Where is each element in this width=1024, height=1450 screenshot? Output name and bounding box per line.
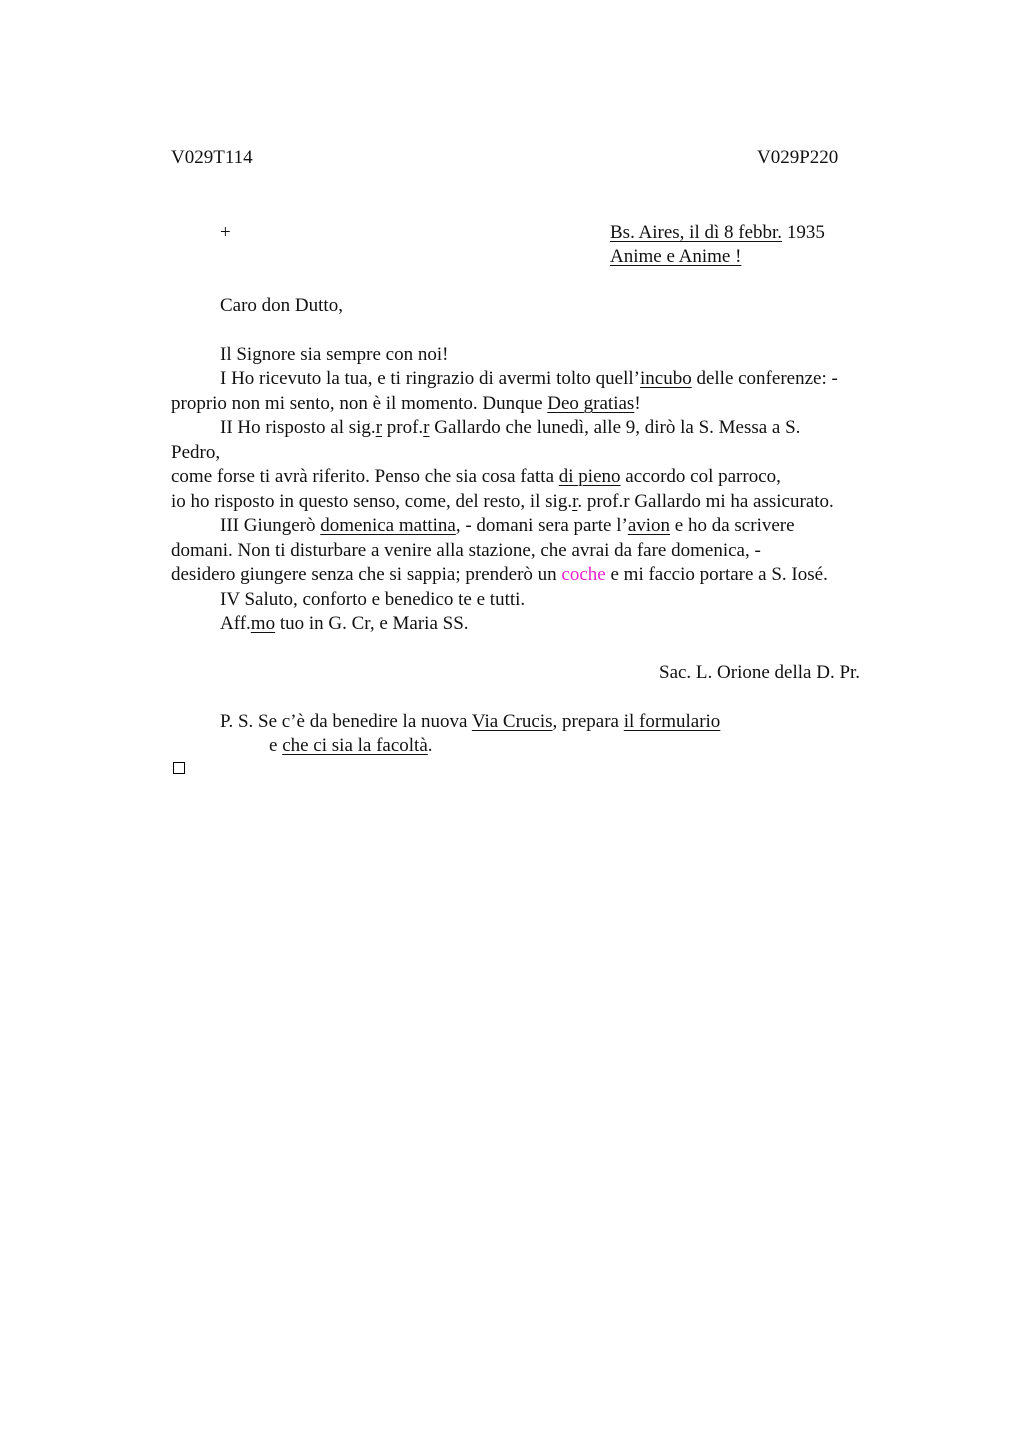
dateline [610,221,825,245]
motto [610,245,741,269]
motto-text: Anime e Anime ! [610,246,742,267]
postscript-line-1: P. S. Se c’è da benedire la nuova Via Crucis, prepara il formulario [220,711,721,732]
closing-line: Aff.mo tuo in G. Cr, e Maria SS. [220,613,469,634]
underlined-phrase: che ci sia la facoltà [282,735,428,756]
paragraph-4: IV Saluto, conforto e benedico te e tutti. [220,589,526,610]
salutation: Caro don Dutto, [220,295,343,316]
paragraph-2-line-1: II Ho risposto al sig.r prof.r Gallardo che lunedì, alle 9, dirò la S. Messa a S. [220,417,801,438]
underlined-phrase: Via Crucis [471,711,553,732]
underlined-phrase: Deo gratias [547,393,635,414]
paragraph-2-line-3: come forse ti avrà riferito. Penso che sia cosa fatta di pieno accordo col parroco, [171,466,781,487]
cross-mark: + [220,222,231,243]
underlined-word: incubo [639,368,692,389]
paragraph-2-line-2: Pedro, [171,442,221,463]
paragraph-2-line-4: io ho risposto in questo senso, come, del resto, il sig.r. prof.r Gallardo mi ha assicurato. [171,491,834,512]
underlined-phrase: il formulario [623,711,721,732]
place-date: Bs. Aires, il dì 8 febbr. [610,222,783,243]
postscript-line-2: e che ci sia la facoltà. [269,735,433,756]
end-marker-box [173,762,185,774]
underlined-word: avion [627,515,671,536]
paragraph-1-line-2: proprio non mi sento, non è il momento. Dunque Deo gratias! [171,393,641,414]
greeting-line: Il Signore sia sempre con noi! [220,344,449,365]
signature: Sac. L. Orione della D. Pr. [659,662,861,683]
underlined-phrase: di pieno [558,466,621,487]
underlined-phrase: domenica mattina [320,515,456,536]
paragraph-3-line-1: III Giungerò domenica mattina, - domani sera parte l’avion e ho da scrivere [220,515,795,536]
document-code-left: V029T114 [171,147,253,168]
highlighted-word: coche [561,564,606,585]
document-code-right: V029P220 [757,147,839,168]
paragraph-3-line-3: desidero giungere senza che si sappia; prenderò un coche e mi faccio portare a S. Iosé. [171,564,828,585]
year: 1935 [786,222,825,243]
paragraph-1-line-1: I Ho ricevuto la tua, e ti ringrazio di avermi tolto quell’incubo delle conferenze: - [220,368,838,389]
paragraph-3-line-2: domani. Non ti disturbare a venire alla stazione, che avrai da fare domenica, - [171,540,761,561]
